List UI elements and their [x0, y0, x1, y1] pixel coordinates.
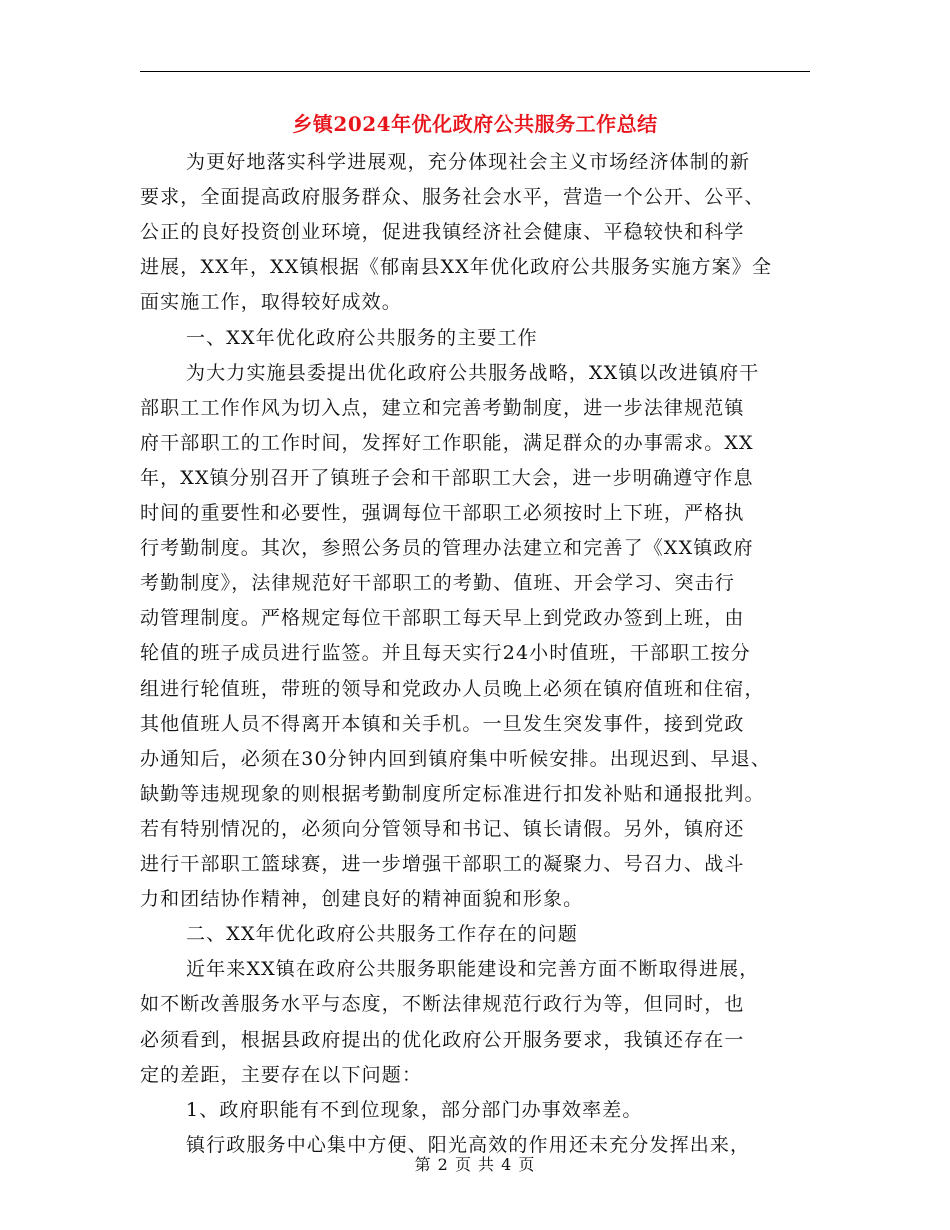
header-rule: [140, 71, 810, 72]
paragraph-line: 年，XX镇分别召开了镇班子会和干部职工大会，进一步明确遵守作息: [140, 466, 754, 489]
paragraph-line: 动管理制度。严格规定每位干部职工每天早上到党政办签到上班，由: [140, 607, 745, 630]
paragraph-line: 组进行轮值班，带班的领导和党政办人员晚上必须在镇府值班和住宿，: [140, 677, 765, 700]
paragraph-first-line: 为大力实施县委提出优化政府公共服务战略，XX镇以改进镇府干: [186, 361, 760, 384]
paragraph-line: 公正的良好投资创业环境，促进我镇经济社会健康、平稳较快和科学: [140, 221, 745, 244]
paragraph-first-line: 二、XX年优化政府公共服务工作存在的问题: [186, 923, 579, 946]
paragraph-line: 如不断改善服务水平与态度，不断法律规范行政行为等，但同时，也: [140, 993, 745, 1016]
paragraph-line: 必须看到，根据县政府提出的优化政府公开服务要求，我镇还存在一: [140, 1028, 745, 1051]
document-title: 乡镇2024年优化政府公共服务工作总结: [292, 112, 658, 136]
paragraph-line: 力和团结协作精神，创建良好的精神面貌和形象。: [140, 888, 584, 911]
paragraph-line: 要求，全面提高政府服务群众、服务社会水平，营造一个公开、公平、: [140, 186, 765, 209]
paragraph-first-line: 一、XX年优化政府公共服务的主要工作: [186, 326, 538, 349]
paragraph-line: 考勤制度》，法律规范好干部职工的考勤、值班、开会学习、突击行: [140, 572, 736, 595]
page-indicator: 第 2 页 共 4 页: [414, 1155, 536, 1174]
paragraph-line: 行考勤制度。其次，参照公务员的管理办法建立和完善了《XX镇政府: [140, 537, 754, 560]
paragraph-line: 时间的重要性和必要性，强调每位干部职工必须按时上下班，严格执: [140, 502, 745, 524]
paragraph-first-line: 镇行政服务中心集中方便、阳光高效的作用还未充分发挥出来，: [186, 1133, 751, 1156]
paragraph-line: 若有特别情况的，必须向分管领导和书记、镇长请假。另外，镇府还: [140, 817, 745, 840]
paragraph-line: 进行干部职工篮球赛，进一步增强干部职工的凝聚力、号召力、战斗: [140, 853, 745, 875]
paragraph-first-line: 1、政府职能有不到位现象，部分部门办事效率差。: [186, 1098, 643, 1121]
paragraph-first-line: 为更好地落实科学进展观，充分体现社会主义市场经济体制的新: [186, 151, 751, 173]
paragraph-line: 部职工工作作风为切入点，建立和完善考勤制度，进一步法律规范镇: [140, 396, 745, 419]
paragraph-line: 进展，XX年，XX镇根据《郁南县XX年优化政府公共服务实施方案》全: [140, 256, 773, 279]
paragraph-line: 面实施工作，取得较好成效。: [140, 291, 402, 314]
paragraph-line: 轮值的班子成员进行监签。并且每天实行24小时值班，干部职工按分: [140, 642, 751, 665]
paragraph-line: 府干部职工的工作时间，发挥好工作职能，满足群众的办事需求。XX: [140, 431, 754, 454]
paragraph-line: 定的差距，主要存在以下问题：: [140, 1063, 423, 1086]
paragraph-first-line: 近年来XX镇在政府公共服务职能建设和完善方面不断取得进展，: [186, 958, 760, 981]
paragraph-line: 办通知后，必须在30分钟内回到镇府集中听候安排。出现迟到、早退、: [140, 747, 771, 770]
paragraph-line: 其他值班人员不得离开本镇和关手机。一旦发生突发事件，接到党政: [140, 712, 745, 735]
paragraph-line: 缺勤等违规现象的则根据考勤制度所定标准进行扣发补贴和通报批判。: [140, 782, 765, 805]
